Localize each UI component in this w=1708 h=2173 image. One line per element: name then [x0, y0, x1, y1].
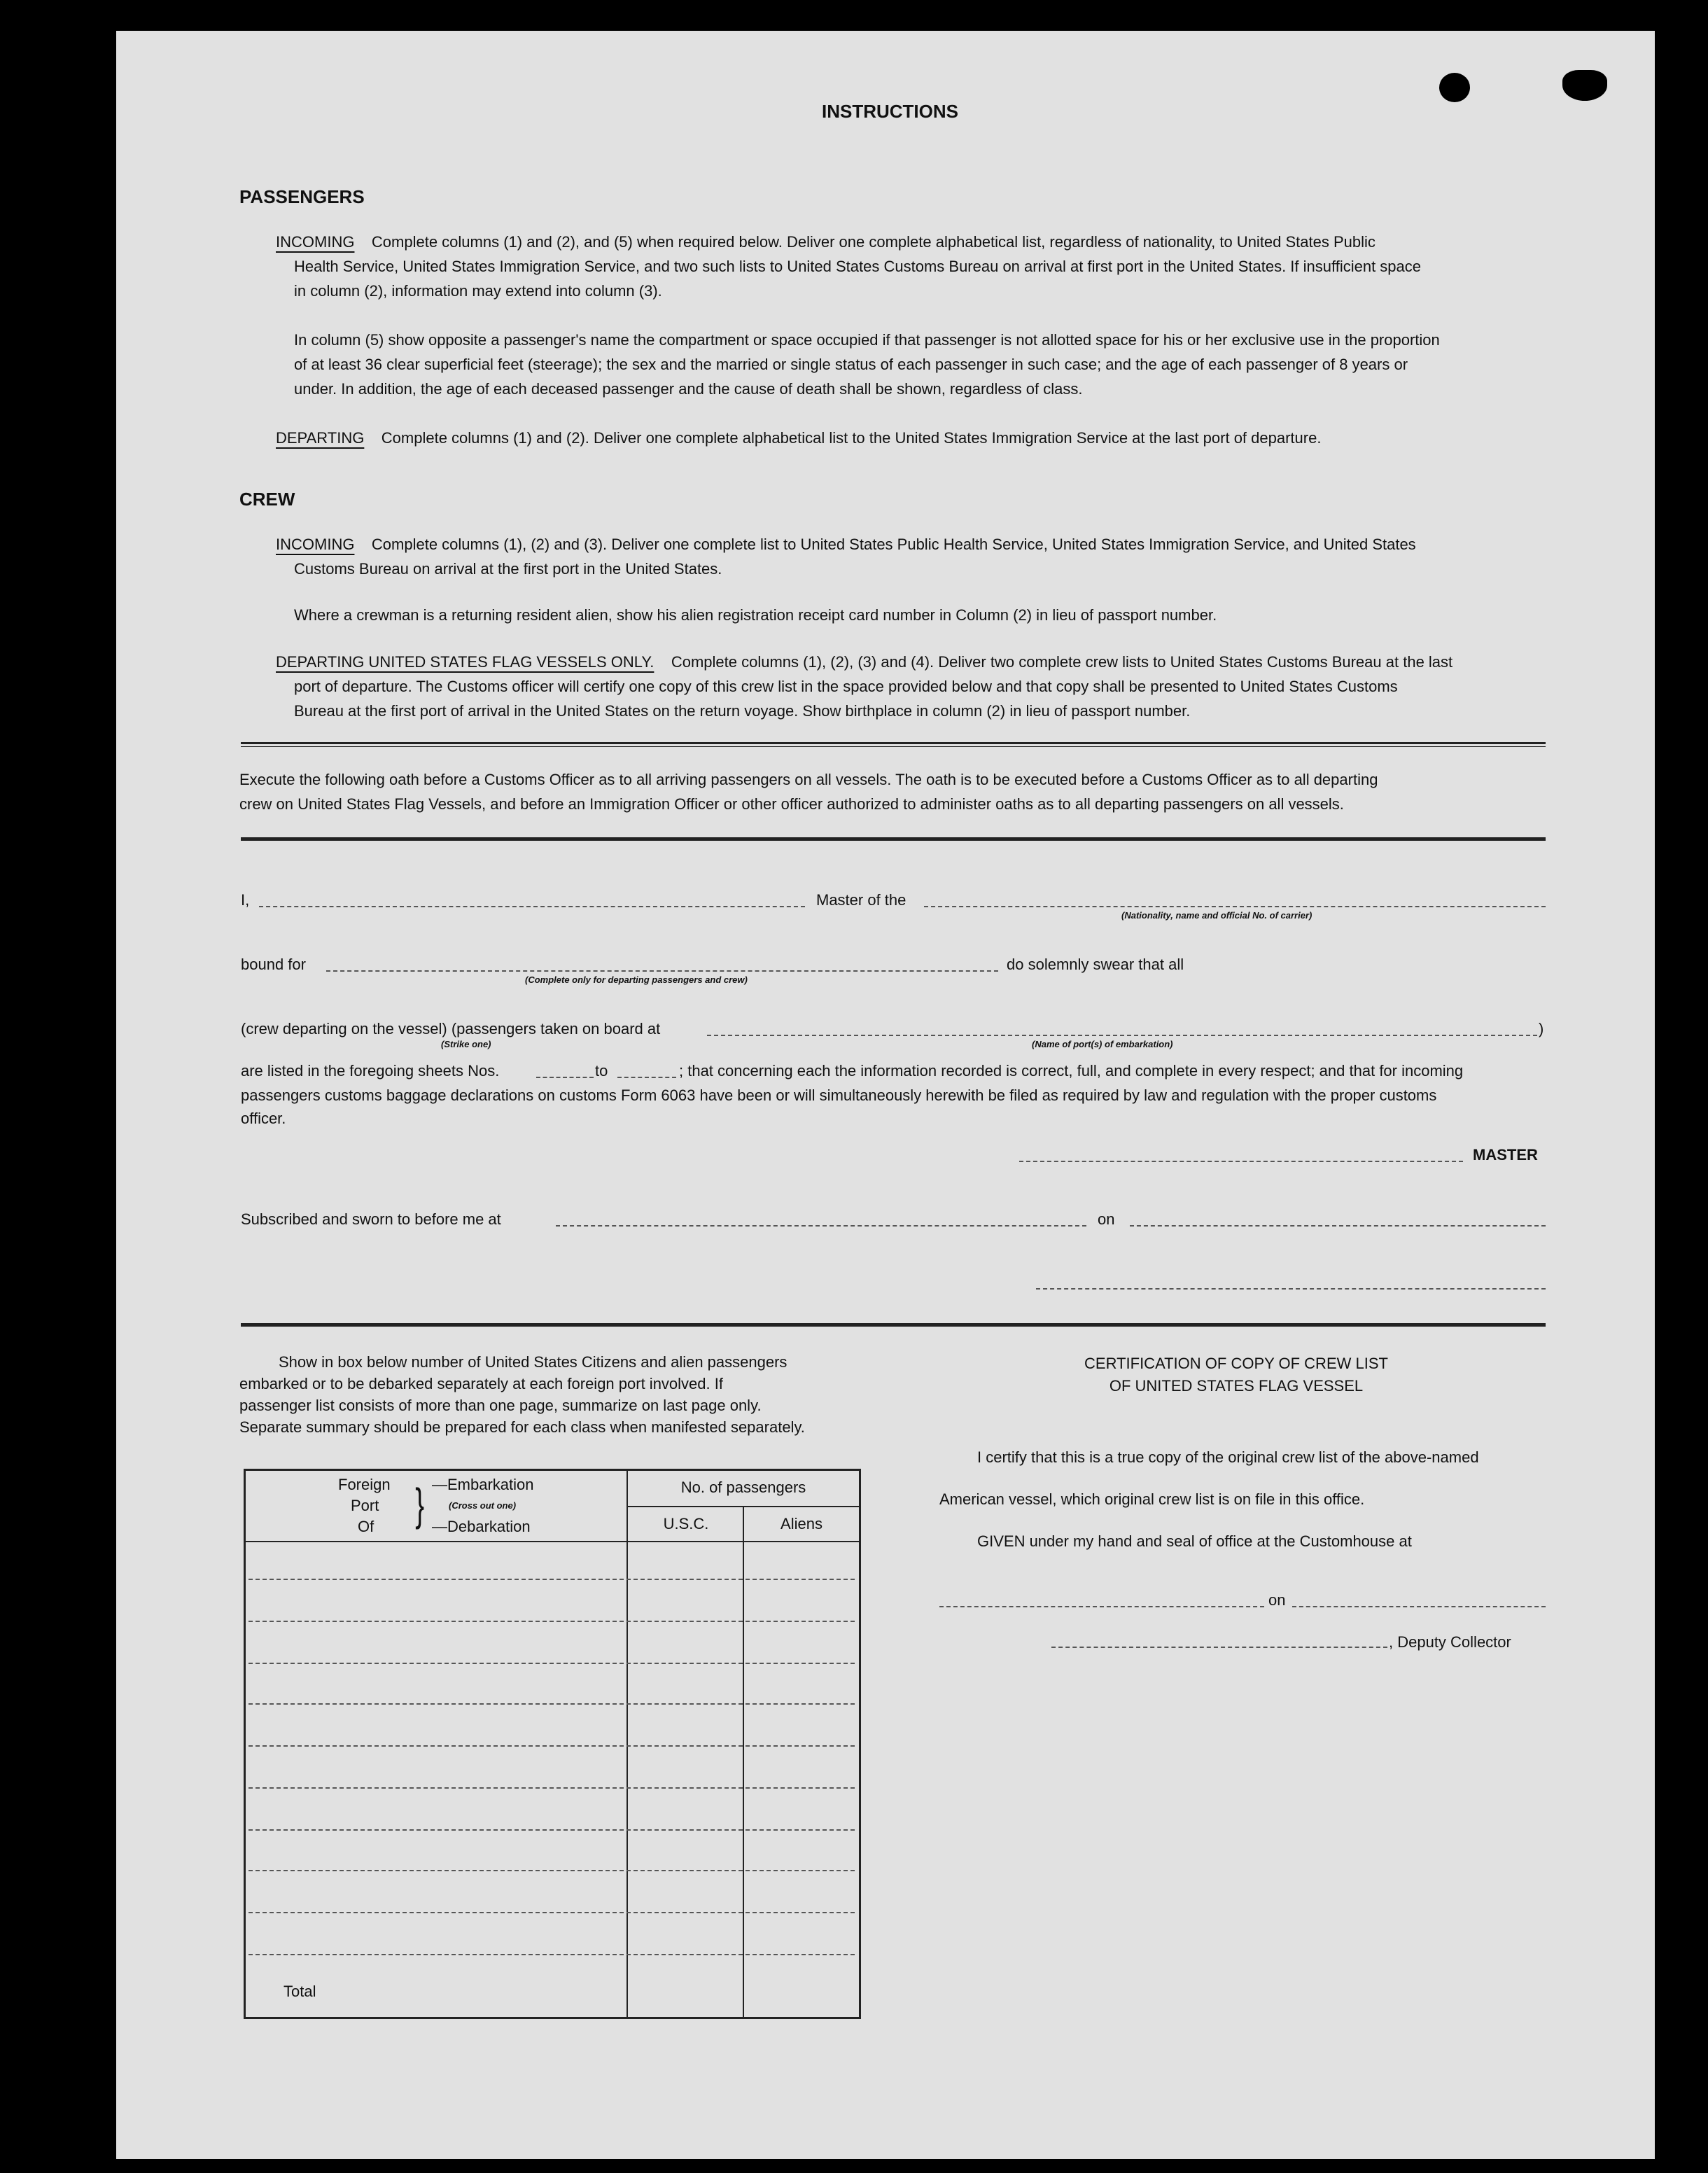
passengers-incoming-text: Complete columns (1) and (2), and (5) when required below. Deliver one complete alphabetical list, regardless of nationality, to United States Public	[371, 233, 1376, 251]
foreign-label: Foreign	[338, 1476, 391, 1493]
port-label: Port	[351, 1497, 379, 1514]
crew-resident-text: Where a crewman is a returning resident alien, show his alien registration receipt card number in Column (2) in lieu of passport number.	[294, 606, 1217, 624]
sheets-to-label: to	[595, 1062, 608, 1079]
passenger-summary-table	[244, 1469, 861, 2019]
deputy-signature-field[interactable]	[1051, 1647, 1387, 1648]
passengers-column5-text: In column (5) show opposite a passenger's name the compartment or space occupied if that passenger is not allotted space for his or her exclusive use in the proportion	[294, 331, 1440, 349]
passengers-departing-label: DEPARTING	[276, 429, 365, 447]
crew-departing-label: DEPARTING UNITED STATES FLAG VESSELS ONLY.	[276, 653, 654, 671]
listed-sheets-text: ; that concerning each the information recorded is correct, full, and complete in every respect; and that for incoming	[679, 1062, 1464, 1079]
table-row[interactable]	[248, 1703, 855, 1705]
subscribed-label: Subscribed and sworn to before me at	[241, 1210, 501, 1228]
page-title: INSTRUCTIONS	[822, 101, 958, 122]
table-row[interactable]	[248, 1663, 855, 1664]
embarkation-label: —Embarkation	[432, 1476, 534, 1493]
carrier-note: (Nationality, name and official No. of carrier)	[1121, 910, 1312, 921]
summary-instructions: Show in box below number of United States Citizens and alien passengers embarked or to be debarked separately at each foreign port involved. If passenger list consists of more than one page, summarize on last page only. Separate summary should be prepared for each class when manifested separately.	[239, 1353, 805, 1436]
no-passengers-header: No. of passengers	[680, 1479, 806, 1496]
brace-icon: }	[415, 1479, 425, 1530]
table-row[interactable]	[248, 1621, 855, 1622]
listed-sheets-label: are listed in the foregoing sheets Nos.	[241, 1062, 500, 1079]
oath-intro-text: Execute the following oath before a Customs Officer as to all arriving passengers on all vessels. The oath is to be executed before a Customs Officer as to all departing	[239, 771, 1378, 788]
cert-text: I certify that this is a true copy of the original crew list of the above-named	[977, 1448, 1479, 1466]
crew-heading: CREW	[239, 489, 295, 510]
punch-hole-mark	[1562, 70, 1607, 101]
strike-one-note: (Strike one)	[441, 1039, 491, 1049]
listed-sheets-text: officer.	[241, 1110, 286, 1127]
crew-departing-text: port of departure. The Customs officer will certify one copy of this crew list in the space provided below and that copy shall be presented to United States Customs	[294, 678, 1398, 695]
crew-incoming-text: Complete columns (1), (2) and (3). Deliver one complete list to United States Public Health Service, United States Immigration Service, and United States	[371, 536, 1416, 553]
passengers-incoming-label: INCOMING	[276, 233, 355, 251]
cert-title: CERTIFICATION OF COPY OF CREW LIST	[1084, 1355, 1388, 1372]
embarkation-ports-field[interactable]	[707, 1035, 1537, 1036]
bound-for-label: bound for	[241, 956, 306, 973]
section-divider	[241, 1323, 1546, 1327]
cert-text: GIVEN under my hand and seal of office at the Customhouse at	[977, 1532, 1412, 1550]
crew-departing-text: Complete columns (1), (2), (3) and (4). Deliver two complete crew lists to United States Customs Bureau at the last	[671, 653, 1453, 671]
cert-text: American vessel, which original crew list is on file in this office.	[939, 1490, 1365, 1508]
cert-on-label: on	[1268, 1591, 1286, 1609]
passengers-column5-text: of at least 36 clear superficial feet (steerage); the sex and the married or single status of each passenger in such case; and the age of each passenger of 8 years or	[294, 356, 1408, 373]
section-divider	[241, 742, 1546, 744]
debarkation-label: —Debarkation	[432, 1518, 531, 1535]
master-of-label: Master of the	[816, 891, 906, 909]
oath-intro-text: crew on United States Flag Vessels, and before an Immigration Officer or other officer authorized to administer oaths as to all departing passengers on all vessels.	[239, 795, 1344, 813]
sworn-place-field[interactable]	[556, 1225, 1086, 1227]
passengers-incoming-text: Health Service, United States Immigration Service, and two such lists to United States Customs Bureau on arrival at first port in the United States. If insufficient space	[294, 258, 1422, 275]
cross-out-note: (Cross out one)	[449, 1500, 517, 1511]
passengers-incoming-text: in column (2), information may extend into column (3).	[294, 282, 662, 300]
cert-date-field[interactable]	[1292, 1606, 1546, 1607]
oath-i-label: I,	[241, 891, 250, 909]
crew-incoming-text: Customs Bureau on arrival at the first port in the United States.	[294, 560, 722, 578]
table-row[interactable]	[248, 1787, 855, 1789]
sworn-on-label: on	[1098, 1210, 1115, 1228]
aliens-header: Aliens	[780, 1515, 822, 1532]
sheet-to-field[interactable]	[617, 1077, 676, 1078]
passengers-column5-text: under. In addition, the age of each deceased passenger and the cause of death shall be shown, regardless of class.	[294, 380, 1083, 398]
punch-hole-mark	[1439, 73, 1470, 102]
passengers-departing-text: Complete columns (1) and (2). Deliver one complete alphabetical list to the United States Immigration Service at the last port of departure.	[381, 429, 1322, 447]
cert-title: OF UNITED STATES FLAG VESSEL	[1109, 1377, 1364, 1395]
master-name-field[interactable]	[259, 906, 805, 907]
table-row[interactable]	[248, 1954, 855, 1955]
table-row[interactable]	[248, 1745, 855, 1747]
section-divider	[241, 837, 1546, 841]
ports-note: (Name of port(s) of embarkation)	[1032, 1039, 1173, 1049]
master-label: MASTER	[1473, 1146, 1538, 1164]
of-label: Of	[358, 1518, 374, 1535]
crew-departing-text: Bureau at the first port of arrival in the United States on the return voyage. Show birthplace in column (2) in lieu of passport number.	[294, 702, 1191, 720]
close-paren: )	[1539, 1020, 1544, 1037]
bound-for-note: (Complete only for departing passengers and crew)	[525, 974, 748, 985]
carrier-field[interactable]	[924, 906, 1546, 907]
crew-incoming-label: INCOMING	[276, 536, 355, 553]
table-row[interactable]	[248, 1829, 855, 1831]
solemnly-swear-text: do solemnly swear that all	[1007, 956, 1184, 973]
section-divider	[241, 746, 1546, 747]
master-signature-field[interactable]	[1019, 1161, 1463, 1162]
table-row[interactable]	[248, 1912, 855, 1913]
listed-sheets-text: passengers customs baggage declarations on customs Form 6063 have been or will simultaneously herewith be filed as required by law and regulation with the proper customs	[241, 1086, 1437, 1104]
officer-signature-field[interactable]	[1036, 1288, 1546, 1290]
table-row[interactable]	[248, 1870, 855, 1871]
form-page	[116, 31, 1655, 2159]
passengers-heading: PASSENGERS	[239, 186, 365, 207]
crew-departing-line: (crew departing on the vessel) (passengers taken on board at	[241, 1020, 661, 1037]
total-label: Total	[284, 1983, 316, 2000]
sworn-date-field[interactable]	[1130, 1225, 1546, 1227]
table-row[interactable]	[248, 1579, 855, 1580]
customhouse-field[interactable]	[939, 1606, 1264, 1607]
usc-header: U.S.C.	[663, 1515, 709, 1532]
sheet-from-field[interactable]	[536, 1077, 594, 1078]
deputy-collector-label: , Deputy Collector	[1389, 1633, 1511, 1651]
destination-field[interactable]	[326, 970, 998, 972]
